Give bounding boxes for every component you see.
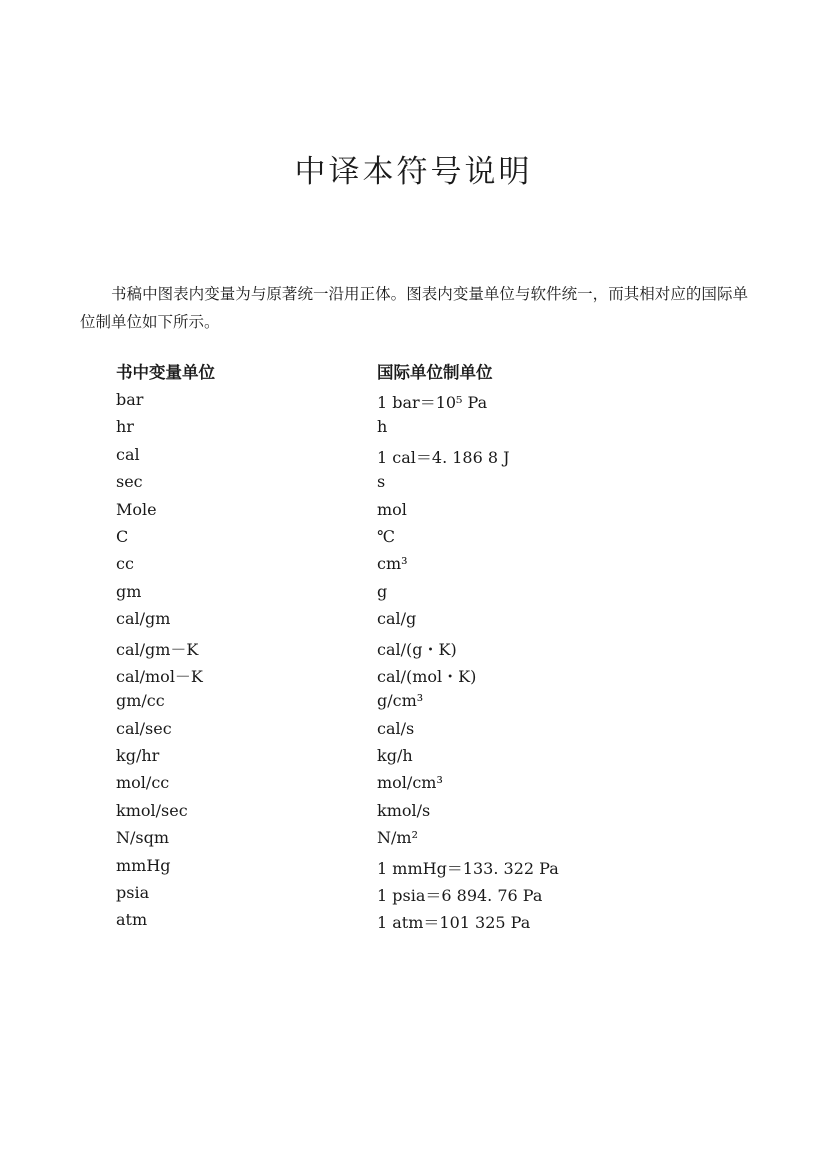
si-unit-cell: mol/cm³ (377, 773, 443, 793)
book-unit-cell: Mole (116, 499, 157, 519)
book-unit-cell: mol/cc (116, 773, 170, 793)
si-unit-cell: N/m² (377, 828, 418, 848)
si-unit-cell: g/cm³ (377, 691, 424, 711)
table-row (0, 773, 827, 800)
si-unit-cell: cm³ (377, 554, 408, 574)
table-row (0, 527, 827, 554)
unit-table (0, 359, 827, 938)
book-unit-cell: cc (116, 554, 134, 574)
si-unit-cell: ℃ (377, 526, 395, 546)
book-unit-cell: hr (116, 417, 134, 437)
table-row (0, 445, 827, 472)
si-unit-cell: cal/g (377, 609, 417, 629)
table-row (0, 554, 827, 581)
book-unit-cell: C (116, 526, 129, 546)
book-unit-cell: cal/gm (116, 609, 171, 629)
si-unit-cell: 1 psia＝6 894. 76 Pa (377, 886, 543, 906)
table-row (0, 719, 827, 746)
si-unit-cell: s (377, 472, 386, 492)
si-unit-cell: 1 atm＝101 325 Pa (377, 913, 531, 933)
header-book-unit: 书中变量单位 (116, 363, 215, 382)
table-row (0, 472, 827, 499)
si-unit-cell: h (377, 417, 388, 437)
book-unit-cell: cal/sec (116, 718, 172, 738)
book-unit-cell: mmHg (116, 855, 171, 875)
table-body (0, 390, 827, 938)
book-unit-cell: cal (116, 444, 140, 464)
book-unit-cell: cal/gm－K (116, 639, 199, 659)
table-row (0, 746, 827, 773)
table-row (0, 637, 827, 664)
si-unit-cell: kmol/s (377, 800, 431, 820)
book-unit-cell: kg/hr (116, 746, 160, 766)
book-unit-cell: sec (116, 472, 143, 492)
table-row (0, 828, 827, 855)
si-unit-cell: 1 bar＝10⁵ Pa (377, 393, 488, 412)
page-title: 中译本符号说明 (294, 154, 533, 190)
table-row (0, 609, 827, 636)
si-unit-cell: cal/s (377, 718, 415, 738)
book-unit-cell: cal/mol－K (116, 666, 203, 686)
table-row (0, 664, 827, 691)
si-unit-cell: cal/(mol・K) (377, 666, 477, 686)
table-row (0, 856, 827, 883)
table-row (0, 691, 827, 718)
table-row (0, 582, 827, 609)
book-unit-cell: bar (116, 390, 144, 409)
table-row (0, 417, 827, 444)
table-row (0, 500, 827, 527)
book-unit-cell: kmol/sec (116, 800, 188, 820)
book-unit-cell: atm (116, 910, 148, 930)
book-unit-cell: psia (116, 883, 150, 903)
table-header (0, 359, 827, 390)
si-unit-cell: kg/h (377, 746, 413, 766)
table-row (0, 883, 827, 910)
table-row (0, 801, 827, 828)
si-unit-cell: mol (377, 499, 407, 519)
book-unit-cell: gm (116, 581, 142, 601)
table-row (0, 910, 827, 937)
book-unit-cell: N/sqm (116, 828, 170, 848)
si-unit-cell: g (377, 581, 388, 601)
si-unit-cell: 1 cal＝4. 186 8 J (377, 447, 510, 467)
intro-paragraph: 书稿中图表内变量为与原著统一沿用正体。图表内变量单位与软件统一，而其相对应的国际单位制单位如下所示。 (80, 285, 748, 331)
si-unit-cell: cal/(g・K) (377, 639, 457, 659)
si-unit-cell: 1 mmHg＝133. 322 Pa (377, 858, 559, 878)
book-unit-cell: gm/cc (116, 691, 165, 711)
header-si-unit: 国际单位制单位 (377, 363, 493, 382)
table-row (0, 390, 827, 417)
